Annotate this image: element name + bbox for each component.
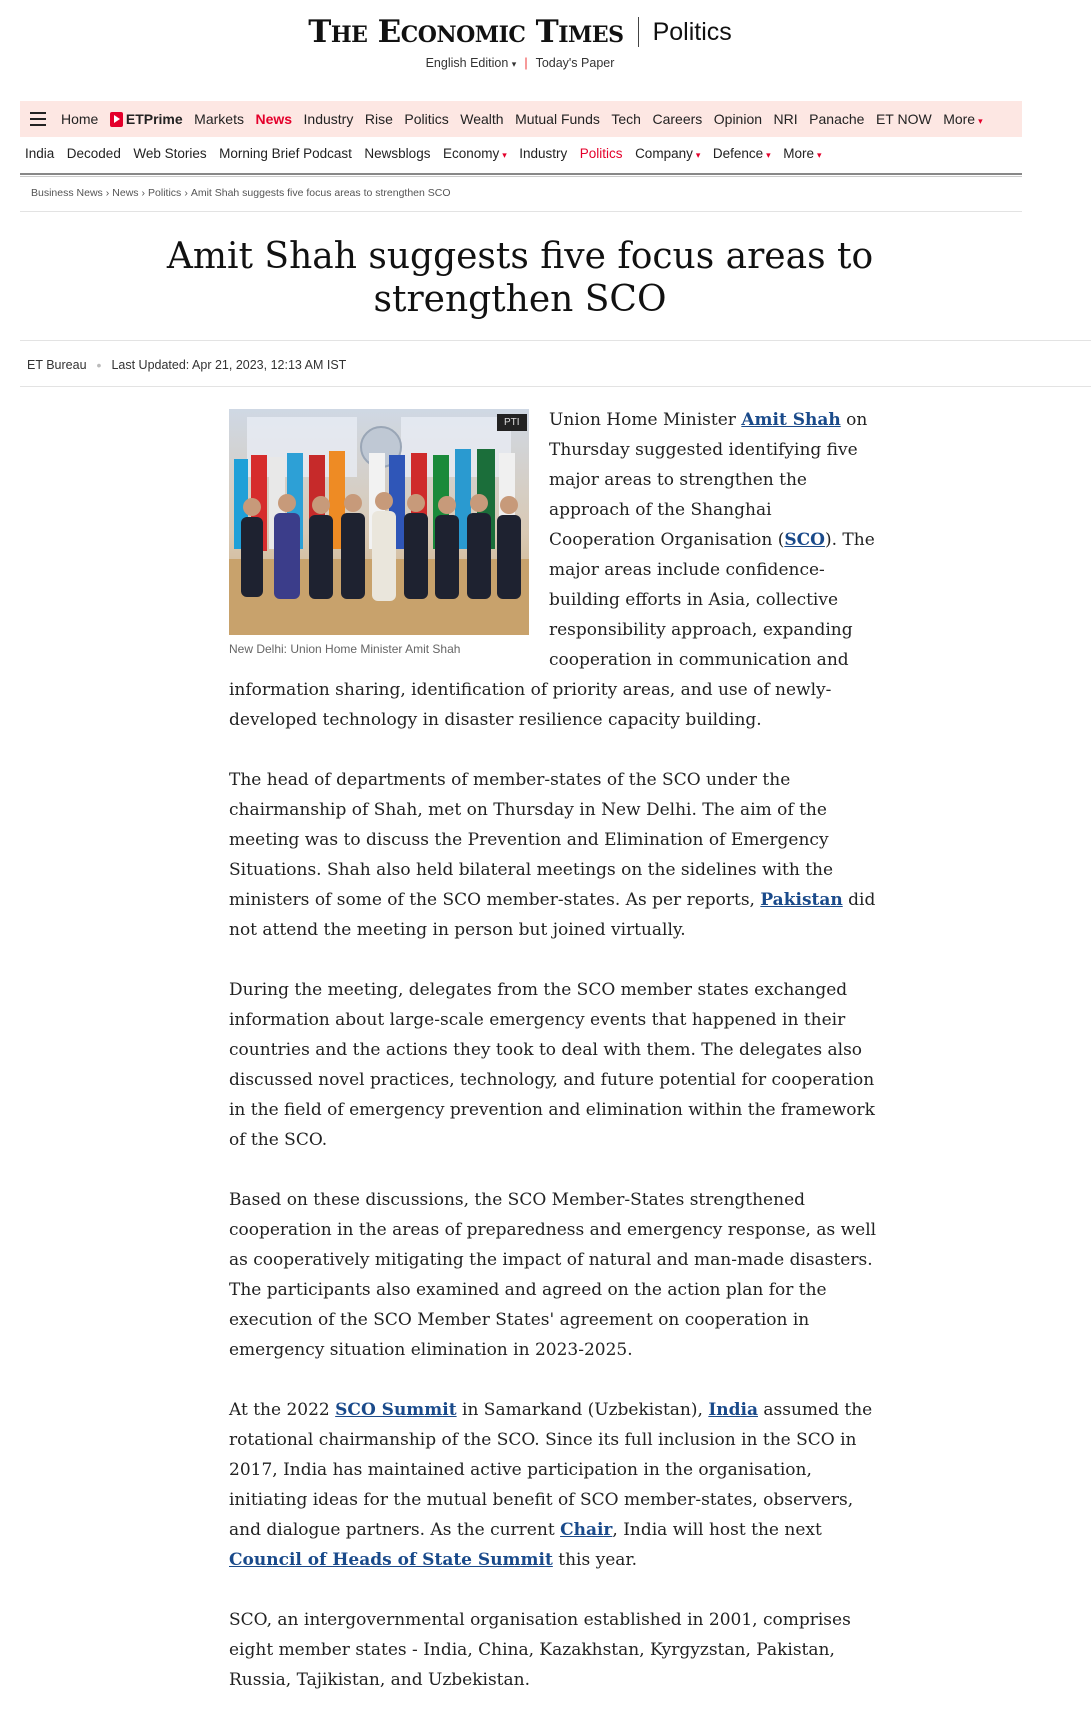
paragraph-4: Based on these discussions, the SCO Member-States strengthened cooperation in the areas of preparedness and emergency response, as well as cooperatively mitigating the impact of natural and man-made disasters. The participants also examined and agreed on the action plan for the execution of the SCO Member States' agreement on cooperation in emergency situation elimination in 2023-2025.	[229, 1190, 877, 1360]
chevron-down-icon: ▾	[766, 150, 771, 160]
subnav-item-newsblogs[interactable]: Newsblogs	[364, 146, 431, 161]
article-body	[229, 405, 881, 1725]
link-chair[interactable]: Chair	[560, 1520, 613, 1540]
byline	[27, 357, 346, 373]
headline-divider	[20, 340, 1091, 341]
nav-item-home[interactable]: Home	[61, 111, 99, 127]
breadcrumb-separator: ›	[141, 187, 146, 199]
breadcrumb-item-politics[interactable]: Politics	[148, 187, 182, 199]
paragraph-1: Union Home Minister Amit Shah on Thursday suggested identifying five major areas to strengthen the approach of the Shanghai Cooperation Organisation (SCO). The major areas include confidence-building efforts in Asia, collective responsibility approach, expanding cooperation in communication and information sharing, identification of priority areas, and use of newly-developed technology in disaster resilience capacity building.	[229, 410, 875, 730]
paragraph-2: The head of departments of member-states of the SCO under the chairmanship of Shah, met on Thursday in New Delhi. The aim of the meeting was to discuss the Prevention and Elimination of Emergency Situations. Shah also held bilateral meetings on the sidelines with the ministers of some of the SCO member-states. As per reports, Pakistan did not attend the meeting in person but joined virtually.	[229, 770, 876, 940]
nav-item-politics[interactable]: Politics	[404, 111, 449, 127]
subnav-item-web-stories[interactable]: Web Stories	[133, 146, 207, 161]
nav-item-more[interactable]: More ▾	[943, 111, 983, 127]
brand-divider	[638, 17, 639, 47]
subnav-item-decoded[interactable]: Decoded	[66, 146, 121, 161]
brand	[308, 14, 732, 50]
section-title[interactable]: Politics	[652, 17, 732, 46]
nav-item-etprime[interactable]: ETPrime	[110, 111, 183, 127]
breadcrumb-separator: ›	[105, 187, 110, 199]
subnav-item-politics[interactable]: Politics	[579, 146, 623, 161]
chevron-down-icon: ▾	[502, 150, 507, 160]
article-figure	[229, 409, 529, 657]
primary-nav	[20, 101, 1022, 137]
nav-item-mutual-funds[interactable]: Mutual Funds	[515, 111, 600, 127]
image-credit-badge: PTI	[497, 414, 527, 431]
image-caption: New Delhi: Union Home Minister Amit Shah	[229, 642, 461, 656]
link-amit-shah[interactable]: Amit Shah	[741, 410, 841, 430]
chevron-down-icon: ▾	[695, 150, 701, 160]
masthead	[0, 14, 1040, 70]
nav-item-rise[interactable]: Rise	[364, 111, 393, 127]
breadcrumb-item-business-news[interactable]: Business News	[31, 187, 103, 199]
link-sco-summit[interactable]: SCO Summit	[335, 1400, 457, 1420]
breadcrumb-separator: ›	[184, 187, 188, 199]
secondary-nav	[25, 146, 1022, 161]
paragraph-3: During the meeting, delegates from the SCO member states exchanged information about large-scale emergency events that happened in their countries and the actions they took to deal with them. The delegates also discussed novel practices, technology, and future potential for cooperation in the field of emergency prevention and elimination within the framework of the SCO.	[229, 980, 875, 1150]
edition-selector[interactable]: English Edition ▾	[425, 56, 517, 70]
nav-item-wealth[interactable]: Wealth	[460, 111, 504, 127]
breadcrumb-item-news[interactable]: News	[112, 187, 139, 199]
nav-item-opinion[interactable]: Opinion	[713, 111, 763, 127]
paragraph-5: At the 2022 SCO Summit in Samarkand (Uzbekistan), India assumed the rotational chairmanship of the SCO. Since its full inclusion in the SCO in 2017, India has maintained active participation in the organisation, initiating ideas for the mutual benefit of SCO member-states, observers, and dialogue partners. As the current Chair, India will host the next Council of Heads of State Summit this year.	[229, 1400, 873, 1570]
nav-item-nri[interactable]: NRI	[773, 111, 798, 127]
chevron-down-icon: ▾	[511, 59, 517, 69]
nav-item-industry[interactable]: Industry	[303, 111, 354, 127]
article-photo[interactable]	[229, 409, 529, 635]
link-sco[interactable]: SCO	[784, 530, 825, 550]
subnav-item-india[interactable]: India	[25, 146, 55, 161]
subnav-item-industry[interactable]: Industry	[519, 146, 568, 161]
chevron-down-icon: ▾	[978, 116, 983, 126]
hamburger-menu-icon[interactable]	[30, 112, 46, 126]
breadcrumb-divider	[20, 211, 1022, 212]
link-pakistan[interactable]: Pakistan	[760, 890, 843, 910]
divider: |	[524, 56, 528, 70]
chevron-down-icon: ▾	[816, 150, 822, 160]
author-link[interactable]: ET Bureau	[27, 358, 87, 372]
edition-row	[0, 56, 1040, 70]
subnav-item-economy[interactable]: Economy ▾	[442, 146, 507, 161]
subnav-item-more[interactable]: More ▾	[783, 146, 822, 161]
breadcrumb	[31, 187, 451, 199]
link-india[interactable]: India	[708, 1400, 758, 1420]
nav-item-markets[interactable]: Markets	[194, 111, 244, 127]
nav-item-careers[interactable]: Careers	[652, 111, 703, 127]
nav-item-news[interactable]: News	[255, 111, 293, 127]
nav-item-et-now[interactable]: ET NOW	[875, 111, 932, 127]
etprime-play-icon	[110, 112, 123, 127]
subnav-item-defence[interactable]: Defence ▾	[712, 146, 771, 161]
subnav-item-company[interactable]: Company ▾	[635, 146, 701, 161]
article-headline: Amit Shah suggests five focus areas to strengthen SCO	[166, 236, 874, 320]
subnav-item-morning-brief-podcast[interactable]: Morning Brief Podcast	[219, 146, 352, 161]
nav-divider-thin	[20, 176, 1022, 177]
nav-item-panache[interactable]: Panache	[809, 111, 865, 127]
last-updated: Last Updated: Apr 21, 2023, 12:13 AM IST	[111, 358, 347, 372]
breadcrumb-item-current: Amit Shah suggests five focus areas to strengthen SCO	[190, 187, 451, 199]
nav-item-tech[interactable]: Tech	[611, 111, 641, 127]
nav-divider	[20, 173, 1022, 175]
paragraph-6: SCO, an intergovernmental organisation established in 2001, comprises eight member states - India, China, Kazakhstan, Kyrgyzstan, Pakistan, Russia, Tajikistan, and Uzbekistan.	[229, 1610, 851, 1690]
todays-paper-link[interactable]: Today's Paper	[535, 56, 615, 70]
byline-divider	[20, 386, 1091, 387]
et-logo[interactable]: The Economic Times	[308, 14, 624, 50]
bullet-separator: •	[96, 357, 102, 373]
link-council-of-heads-of-state-summit[interactable]: Council of Heads of State Summit	[229, 1550, 553, 1570]
